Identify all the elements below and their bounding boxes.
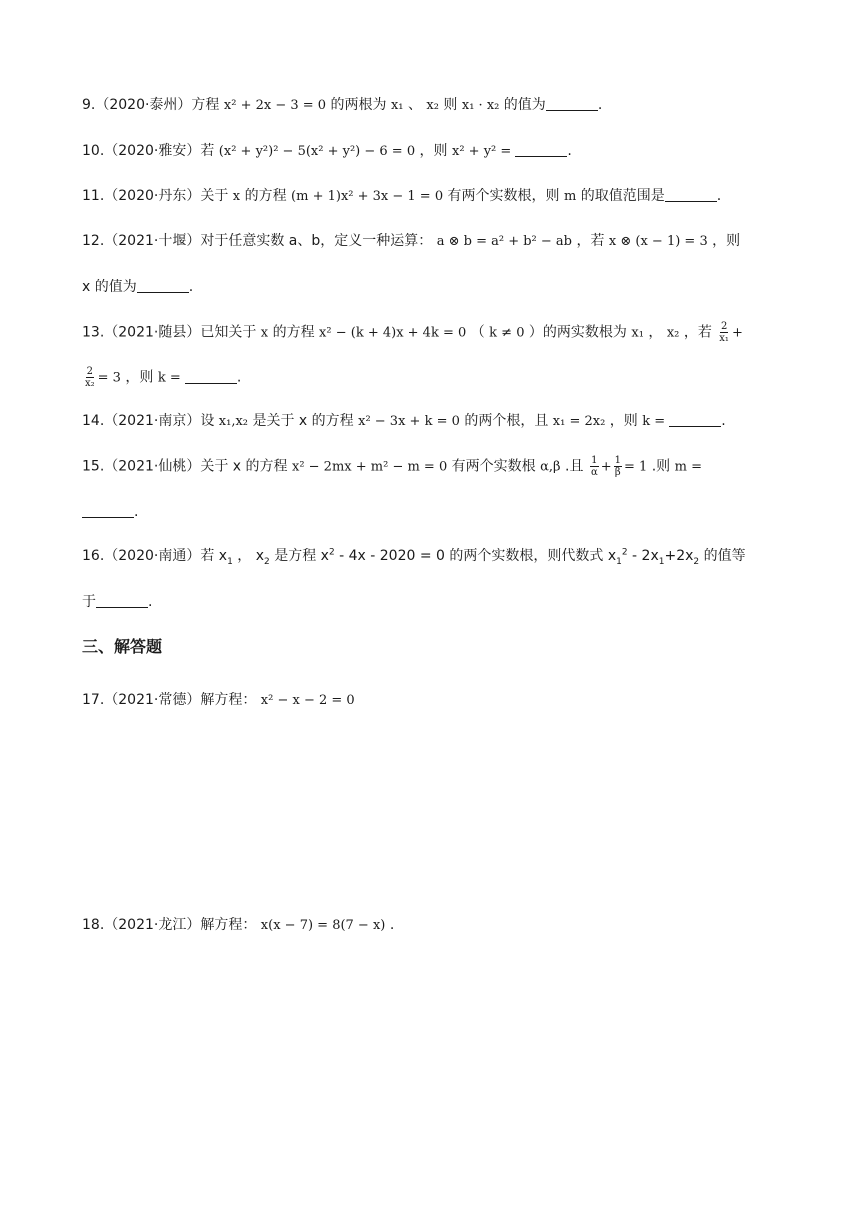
- answer-blank: [669, 412, 721, 427]
- problem-18: 18.（2021·龙江）解方程： x(x − 7) = 8(7 − x) .: [82, 917, 395, 933]
- answer-blank: [665, 187, 717, 202]
- fraction: $\frac{2}{\text{x₁}}$: [719, 321, 729, 344]
- problem-16-line-1: 16.（2020·南通）若 $x_1$ ， $x_2$ 是方程 $x^2 - 4x - 2020 = 0$ 的两个实数根，则代数式 $x_1^2 - 2x_1+2x_2$ 的值等: [82, 547, 746, 567]
- problem-10: 10.（2020·雅安）若 (x² + y²)² − 5(x² + y²) − 6 = 0 ，则 x² + y² = .: [82, 143, 572, 159]
- fraction: $\frac{1}{\alpha}$: [590, 455, 598, 478]
- problem-11: 11.（2020·丹东）关于 x 的方程 (m + 1)x² + 3x − 1 = 0 有两个实数根，则 m 的取值范围是 .: [82, 188, 722, 204]
- problem-15-line-2: .: [82, 502, 138, 522]
- problem-17: 17.（2021·常德）解方程： x² − x − 2 = 0: [82, 692, 355, 708]
- problem-13-line-1: 13.（2021·随县）已知关于 x 的方程 x² − (k + 4)x + 4k = 0 （ k ≠ 0 ）的两实数根为 x₁ ， x₂ ，若 $\frac{2}{\text{x₁}}$ +: [82, 321, 743, 344]
- problem-12-line-1: 12.（2021·十堰）对于任意实数 a、b，定义一种运算： a ⊗ b = a² + b² − ab ，若 x ⊗ (x − 1) = 3 ，则: [82, 233, 741, 249]
- fraction: $\frac{2}{\text{x₂}}$: [85, 366, 95, 389]
- section-heading: 三、解答题: [82, 637, 163, 656]
- answer-blank: [185, 369, 237, 384]
- fraction: $\frac{1}{\beta}$: [614, 455, 621, 478]
- answer-blank: [137, 278, 189, 293]
- problem-16-line-2: 于 .: [82, 594, 153, 610]
- problem-15-line-1: 15.（2021·仙桃）关于 x 的方程 x² − 2mx + m² − m = 0 有两个实数根 α,β .且 $\frac{1}{\alpha}$ + $\frac{1}{\beta}$ = 1 .则 m =: [82, 455, 702, 478]
- answer-blank: [515, 142, 567, 157]
- problem-9: 9.（2020·泰州）方程 x² + 2x − 3 = 0 的两根为 x₁ 、 x₂ 则 x₁ · x₂ 的值为 .: [82, 97, 603, 113]
- answer-blank: [546, 96, 598, 111]
- problem-14: 14.（2021·南京）设 x₁,x₂ 是关于 x 的方程 x² − 3x + k = 0 的两个根，且 x₁ = 2x₂ ，则 k = .: [82, 413, 726, 429]
- problem-13-line-2: $\frac{2}{\text{x₂}}$ = 3 ，则 k = .: [85, 366, 242, 389]
- answer-blank: [82, 503, 134, 518]
- problem-12-line-2: x 的值为 .: [82, 279, 194, 295]
- answer-blank: [96, 593, 148, 608]
